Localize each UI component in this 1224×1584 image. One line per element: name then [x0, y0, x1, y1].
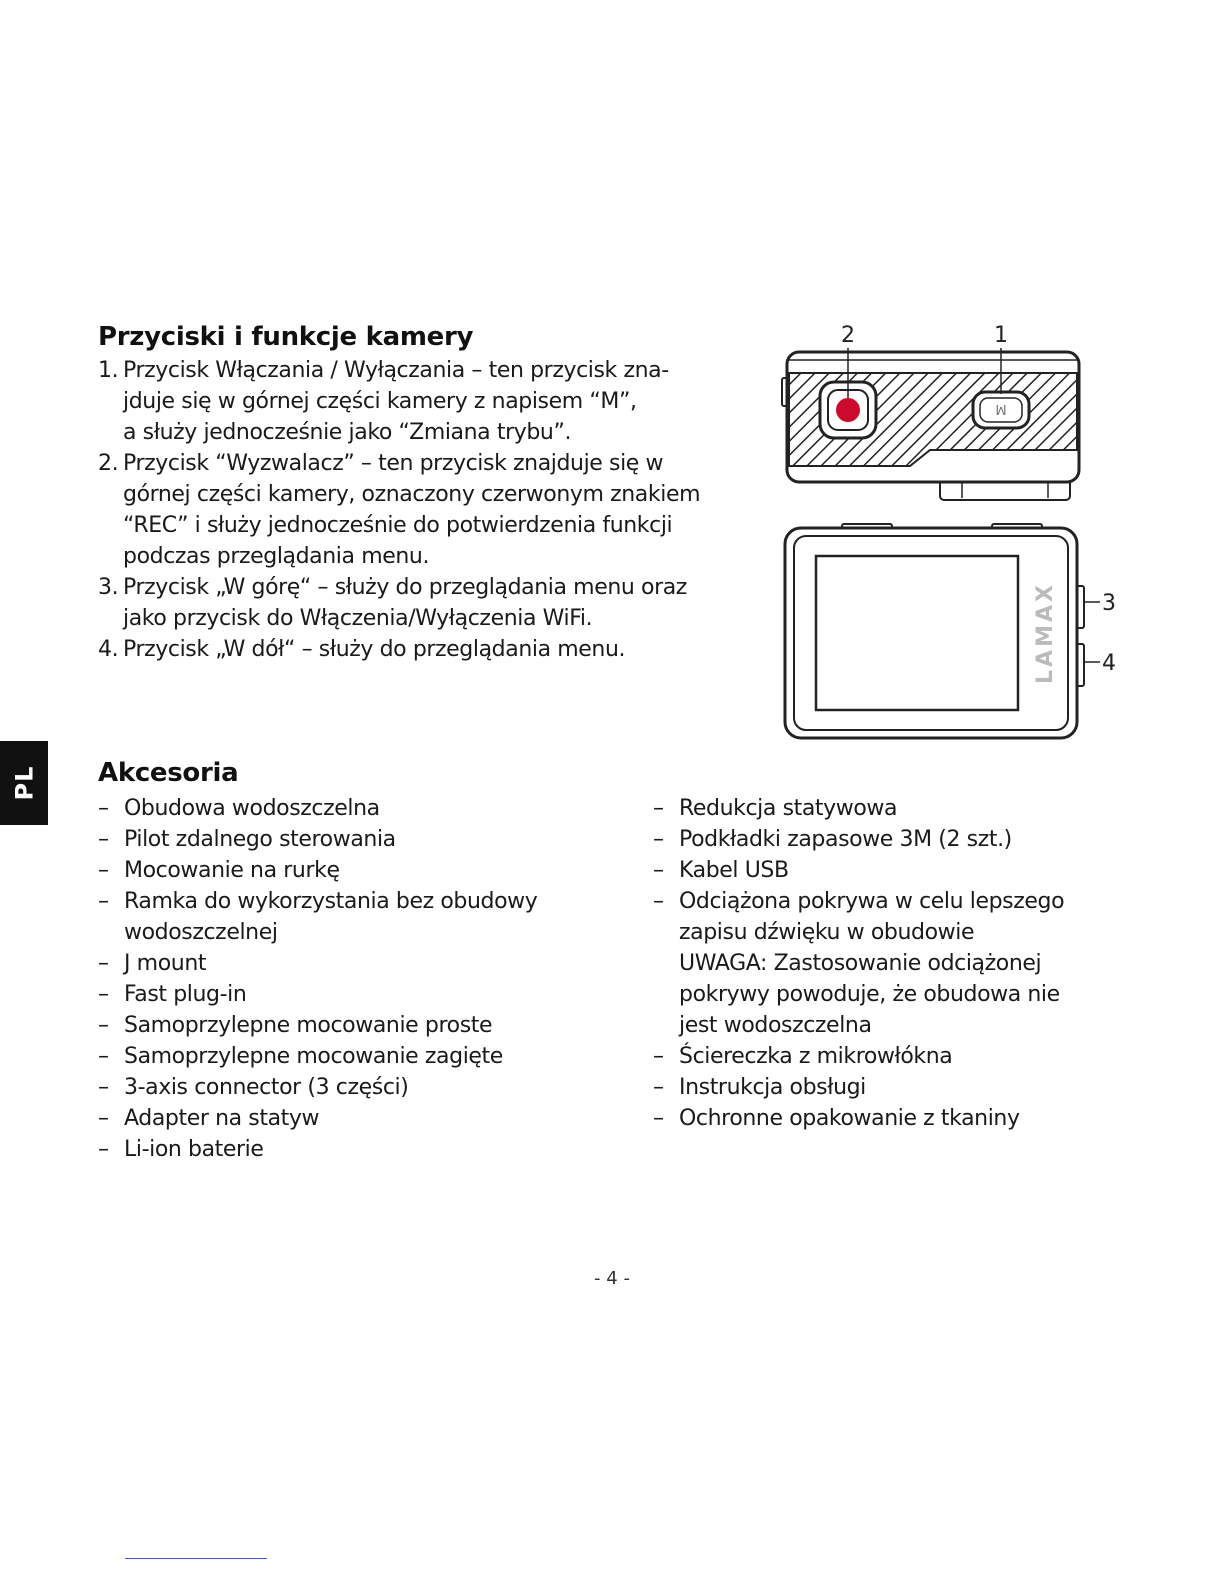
page-number: - 4 - [594, 1268, 630, 1289]
item-line: Obudowa wodoszczelna [124, 796, 380, 821]
item-line: Samoprzylepne mocowanie proste [124, 1013, 493, 1038]
callout-3: 3 [1102, 591, 1116, 616]
item-line: J mount [124, 951, 207, 976]
dash-bullet: – [98, 1137, 109, 1162]
item-line: wodoszczelnej [124, 920, 278, 945]
list-item [653, 1041, 1113, 1072]
buttons-list [98, 355, 738, 665]
item-line: podczas przeglądania menu. [123, 544, 430, 569]
item-text [679, 793, 1113, 824]
item-number: 2. [98, 451, 119, 476]
callout-1: 1 [994, 323, 1008, 348]
dash-bullet: – [653, 796, 664, 821]
item-line: Kabel USB [679, 858, 789, 883]
footnote-divider [125, 1558, 267, 1559]
item-line: UWAGA: Zastosowanie odciążonej [679, 951, 1042, 976]
list-item [98, 1134, 598, 1165]
list-item [98, 634, 738, 665]
list-item [653, 855, 1113, 886]
item-line: Odciążona pokrywa w celu lepszego [679, 889, 1065, 914]
item-text [679, 1103, 1113, 1134]
item-line: jako przycisk do Włączenia/Wyłączenia WiFi. [123, 606, 593, 631]
dash-bullet: – [653, 1044, 664, 1069]
item-line: Instrukcja obsługi [679, 1075, 866, 1100]
item-line: Przycisk “Wyzwalacz” – ten przycisk znajduje się w [123, 451, 664, 476]
item-text [679, 886, 1113, 1041]
mode-button-letter: M [995, 401, 1007, 416]
item-text [124, 1041, 598, 1072]
item-line: Ochronne opakowanie z tkaniny [679, 1106, 1020, 1131]
language-tab [0, 741, 48, 825]
item-number: 3. [98, 575, 119, 600]
list-item [98, 948, 598, 979]
list-item [98, 979, 598, 1010]
item-text [124, 824, 598, 855]
item-line: jduje się w górnej części kamery z napisem “M”, [123, 389, 637, 414]
list-item [98, 1072, 598, 1103]
item-line: pokrywy powoduje, że obudowa nie [679, 982, 1060, 1007]
item-line: Adapter na statyw [124, 1106, 320, 1131]
dash-bullet: – [98, 889, 109, 914]
item-line: Fast plug-in [124, 982, 247, 1007]
list-item [98, 1010, 598, 1041]
item-text [124, 979, 598, 1010]
item-line: Pilot zdalnego sterowania [124, 827, 396, 852]
list-item [98, 355, 738, 448]
dash-bullet: – [98, 1013, 109, 1038]
item-text [123, 634, 738, 665]
item-text [124, 948, 598, 979]
list-item [98, 855, 598, 886]
item-line: Przycisk „W górę“ – służy do przeglądania menu oraz [123, 575, 687, 600]
item-text [679, 855, 1113, 886]
dash-bullet: – [653, 1075, 664, 1100]
item-text [124, 1103, 598, 1134]
item-line: górnej części kamery, oznaczony czerwonym znakiem [123, 482, 701, 507]
language-tab-label: PL [9, 765, 38, 801]
item-line: Samoprzylepne mocowanie zagięte [124, 1044, 503, 1069]
dash-bullet: – [98, 1044, 109, 1069]
list-item [653, 1072, 1113, 1103]
item-text [679, 1072, 1113, 1103]
list-item [653, 793, 1113, 824]
camera-screen [816, 556, 1018, 710]
accessories-list-left [98, 793, 598, 1165]
item-line: Redukcja statywowa [679, 796, 898, 821]
camera-back-view [785, 524, 1116, 738]
accessories-section-title: Akcesoria [98, 758, 239, 788]
item-number: 4. [98, 637, 119, 662]
list-item [98, 793, 598, 824]
rec-dot-icon [836, 398, 860, 422]
list-item [98, 886, 598, 948]
camera-diagram [770, 318, 1130, 748]
item-text [123, 448, 738, 572]
list-item [653, 824, 1113, 855]
dash-bullet: – [653, 889, 664, 914]
dash-bullet: – [98, 827, 109, 852]
item-text [123, 355, 738, 448]
item-line: Przycisk Włączania / Wyłączania – ten przycisk zna- [123, 358, 669, 383]
callout-4: 4 [1102, 651, 1116, 676]
item-text [123, 572, 738, 634]
item-line: Mocowanie na rurkę [124, 858, 340, 883]
list-item [98, 824, 598, 855]
list-item [653, 886, 1113, 1041]
dash-bullet: – [653, 1106, 664, 1131]
item-text [124, 1072, 598, 1103]
item-line: “REC” i służy jednocześnie do potwierdzenia funkcji [123, 513, 673, 538]
callout-2: 2 [841, 323, 855, 348]
dash-bullet: – [98, 796, 109, 821]
list-item [98, 1103, 598, 1134]
brand-logo: LAMAX [1033, 582, 1058, 684]
dash-bullet: – [98, 1106, 109, 1131]
item-text [679, 1041, 1113, 1072]
dash-bullet: – [653, 827, 664, 852]
item-text [679, 824, 1113, 855]
dash-bullet: – [98, 858, 109, 883]
item-number: 1. [98, 358, 119, 383]
item-text [124, 855, 598, 886]
item-line: Ściereczka z mikrowłókna [679, 1044, 953, 1069]
dash-bullet: – [98, 1075, 109, 1100]
item-text [124, 1010, 598, 1041]
camera-top-view [782, 323, 1079, 500]
list-item [98, 1041, 598, 1072]
item-line: jest wodoszczelna [679, 1013, 872, 1038]
item-line: Podkładki zapasowe 3M (2 szt.) [679, 827, 1012, 852]
list-item [98, 572, 738, 634]
item-line: Przycisk „W dół“ – służy do przeglądania menu. [123, 637, 626, 662]
item-line: a służy jednocześnie jako “Zmiana trybu”. [123, 420, 572, 445]
buttons-section-title: Przyciski i funkcje kamery [98, 322, 474, 352]
item-line: Ramka do wykorzystania bez obudowy [124, 889, 538, 914]
item-line: 3-axis connector (3 części) [124, 1075, 409, 1100]
item-text [124, 793, 598, 824]
item-line: Li-ion baterie [124, 1137, 264, 1162]
item-text [124, 1134, 598, 1165]
accessories-list-right [653, 793, 1113, 1134]
dash-bullet: – [98, 951, 109, 976]
item-text [124, 886, 598, 948]
list-item [98, 448, 738, 572]
dash-bullet: – [653, 858, 664, 883]
list-item [653, 1103, 1113, 1134]
item-line: zapisu dźwięku w obudowie [679, 920, 975, 945]
dash-bullet: – [98, 982, 109, 1007]
